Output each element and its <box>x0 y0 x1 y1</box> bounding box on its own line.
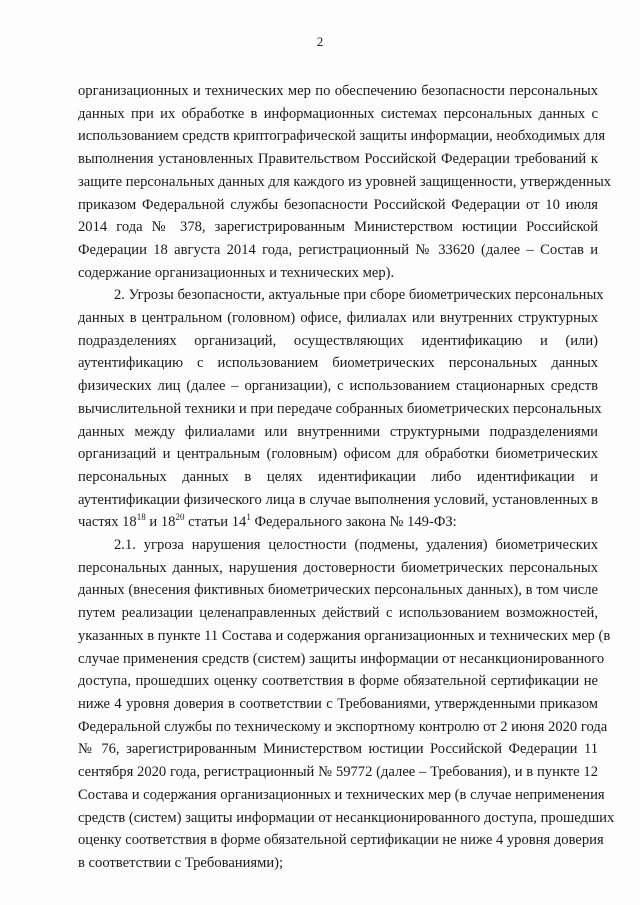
text-line: использованием средств криптографической защиты информации, необходимых для <box>78 128 606 145</box>
paragraph-item-2-1 <box>78 534 615 875</box>
text-line: организационных и технических мер по обеспечению безопасности персональных <box>78 83 598 99</box>
text-line: № 76, зарегистрированным Министерством юстиции Российской Федерации 11 <box>78 741 598 758</box>
text-line: Состава и содержания организационных и технических мер (в случае неприменения <box>78 786 605 803</box>
text-line: персональных данных в целях идентификации либо идентификации и <box>78 468 598 485</box>
text-line: подразделениях организаций, осуществляющих идентификацию и (или) <box>78 332 598 349</box>
law-reference-text: и 18 <box>145 514 176 531</box>
text-line: физических лиц (далее – организации), с использованием стационарных средств <box>78 378 598 395</box>
text-line: аутентификации физического лица в случае выполнения условий, установленных в <box>78 491 598 508</box>
text-line: вычислительной техники и при передаче собранных биометрических персональных <box>78 400 602 417</box>
text-line: в соответствии с Требованиями); <box>78 854 284 871</box>
superscript: 1 <box>246 512 251 523</box>
text-line: содержание организационных и технических мер). <box>78 264 395 281</box>
superscript: 18 <box>136 512 146 523</box>
text-line: 2014 года № 378, зарегистрированным Министерством юстиции Российской <box>78 219 598 236</box>
superscript: 20 <box>175 512 185 523</box>
text-line: защите персональных данных для каждого из уровней защищенности, утвержденных <box>78 173 612 190</box>
text-line: оценку соответствия в форме обязательной сертификации не ниже 4 уровня доверия <box>78 832 604 849</box>
text-line: сентября 2020 года, регистрационный № 59772 (далее – Требования), и в пункте 12 <box>78 764 598 781</box>
text-line: персональных данных, нарушения достоверности биометрических персональных <box>78 559 598 576</box>
paragraph-continuation <box>78 80 612 284</box>
paragraph-item-2 <box>78 284 604 534</box>
page-number: 2 <box>316 34 324 49</box>
text-line: организаций и центральным (головным) офисом для обработки биометрических <box>78 446 598 463</box>
text-line: данных при их обработке в информационных системах персональных данных с <box>78 105 598 122</box>
document-body <box>78 80 615 875</box>
text-line: данных (внесения фиктивных биометрических персональных данных), в том числе <box>78 582 598 599</box>
text-line: приказом Федеральной службы безопасности Российской Федерации от 10 июля <box>78 196 598 213</box>
text-line: доступа, прошедших оценку соответствия в форме обязательной сертификации не <box>78 673 598 690</box>
text-line: аутентификацию с использованием биометрических персональных данных <box>78 355 598 372</box>
text-line: данных между филиалами или внутренними структурными подразделениями <box>78 423 598 440</box>
law-reference-text: Федерального закона № 149-ФЗ: <box>250 514 457 531</box>
text-line: путем реализации целенаправленных действий с использованием возможностей, <box>78 605 598 622</box>
text-line: Федеральной службы по техническому и экспортному контролю от 2 июня 2020 года <box>78 718 608 735</box>
text-line: ниже 4 уровня доверия в соответствии с Требованиями, утвержденными приказом <box>78 695 598 712</box>
text-line-with-superscripts <box>78 511 598 534</box>
law-reference-text: частях 18 <box>78 514 137 531</box>
text-line: указанных в пункте 11 Состава и содержания организационных и технических мер (в <box>78 627 611 644</box>
text-line: средств (систем) защиты информации от несанкционированного доступа, прошедших <box>78 809 615 826</box>
text-line: выполнения установленных Правительством Российской Федерации требований к <box>78 151 598 168</box>
text-line: 2. Угрозы безопасности, актуальные при сборе биометрических персональных <box>114 287 604 304</box>
text-line: случае применения средств (систем) защиты информации от несанкционированного <box>78 650 605 667</box>
text-line: данных в центральном (головном) офисе, филиалах или внутренних структурных <box>78 310 598 327</box>
text-line: Федерации 18 августа 2014 года, регистрационный № 33620 (далее – Состав и <box>78 241 598 258</box>
law-reference-text: статьи 14 <box>184 514 247 531</box>
text-line: 2.1. угроза нарушения целостности (подмены, удаления) биометрических <box>114 537 598 554</box>
